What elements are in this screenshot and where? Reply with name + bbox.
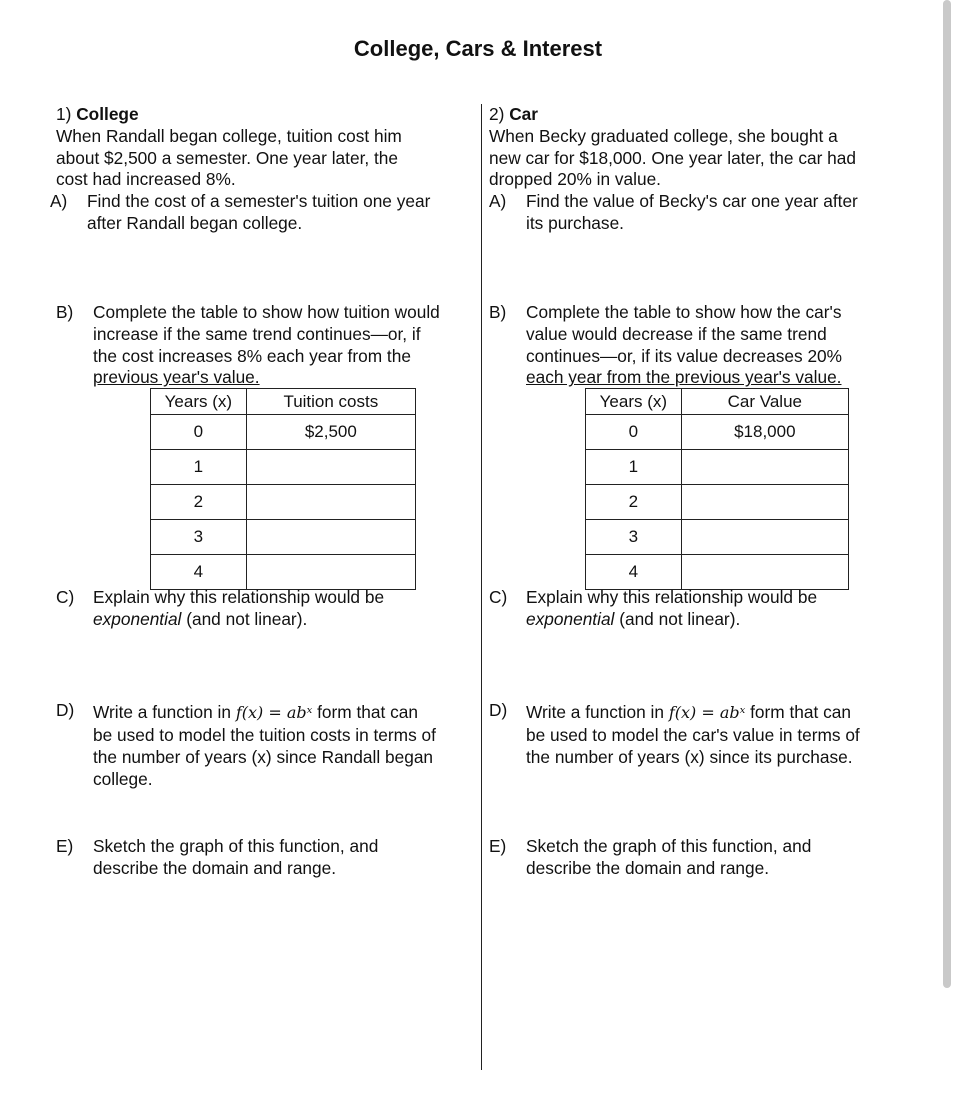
year-cell: 0: [586, 415, 682, 450]
question-line: be used to model the tuition costs in terms of: [93, 725, 436, 745]
car-value-cell[interactable]: [681, 555, 848, 590]
question-label: C): [489, 587, 508, 607]
question-line: value would decrease if the same trend: [526, 323, 827, 344]
table-row: [586, 485, 849, 520]
question-line: Explain why this relationship would be: [93, 587, 385, 607]
table-row: [151, 415, 416, 450]
question-line: (and not linear).: [614, 608, 741, 629]
question-label: A): [50, 191, 68, 211]
college-intro-line: When Randall began college, tuition cost him: [56, 125, 402, 146]
emphasis-exponential: exponential: [526, 608, 615, 629]
question-label: B): [489, 302, 507, 322]
question-line: the cost increases 8% each year from the: [93, 345, 411, 366]
tuition-cell: $2,500: [246, 415, 415, 450]
car-value-cell[interactable]: [681, 485, 848, 520]
table-row: [586, 415, 849, 450]
car-number: 2): [489, 104, 505, 124]
car-question-d: [489, 700, 929, 769]
question-line: continues—or, if its value decreases 20%: [526, 345, 843, 366]
table-row: [586, 520, 849, 555]
emphasis-exponential: exponential: [93, 608, 182, 629]
tuition-cell[interactable]: [246, 450, 415, 485]
question-label: D): [56, 700, 75, 720]
year-cell: 1: [151, 450, 247, 485]
question-line: Find the cost of a semester's tuition one year: [87, 191, 431, 211]
function-formula: f(x) = abˣ: [235, 703, 313, 722]
question-label: C): [56, 587, 75, 607]
function-formula: f(x) = abˣ: [668, 703, 746, 722]
question-line: each year from the previous year's value.: [526, 367, 842, 388]
worksheet-title: College, Cars & Interest: [353, 36, 603, 61]
question-line: after Randall began college.: [87, 212, 303, 233]
question-line: Write a function in: [93, 702, 236, 722]
question-line: describe the domain and range.: [526, 857, 770, 878]
question-line: increase if the same trend continues—or, if: [93, 323, 421, 344]
tuition-cell[interactable]: [246, 520, 415, 555]
question-line: previous year's value.: [93, 367, 260, 388]
car-intro-line: dropped 20% in value.: [489, 169, 661, 190]
question-line: (and not linear).: [181, 608, 308, 629]
car-value-cell[interactable]: [681, 520, 848, 555]
column-header-years: Years (x): [151, 389, 247, 415]
college-header: [56, 104, 476, 191]
question-line: the number of years (x) since Randall began: [93, 746, 434, 767]
column-header-tuition: Tuition costs: [246, 389, 415, 415]
college-question-e: [56, 836, 476, 880]
car-question-e: [489, 836, 929, 880]
year-cell: 3: [586, 520, 682, 555]
question-label: E): [489, 836, 507, 856]
question-line: Complete the table to show how tuition would: [93, 302, 440, 322]
question-line: form that can: [745, 702, 851, 722]
tuition-cell[interactable]: [246, 555, 415, 590]
column-header-car-value: Car Value: [681, 389, 848, 415]
college-intro-line: about $2,500 a semester. One year later, the: [56, 147, 399, 168]
college-intro-line: cost had increased 8%.: [56, 169, 236, 190]
scrollbar[interactable]: [943, 0, 951, 988]
question-line: Sketch the graph of this function, and: [93, 836, 379, 856]
question-label: D): [489, 700, 508, 720]
tuition-cell[interactable]: [246, 485, 415, 520]
question-line: Write a function in: [526, 702, 669, 722]
question-line: form that can: [312, 702, 418, 722]
question-label: B): [56, 302, 74, 322]
table-header-row: [151, 389, 416, 415]
question-line: its purchase.: [526, 212, 624, 233]
college-number: 1): [56, 104, 72, 124]
car-value-cell: $18,000: [681, 415, 848, 450]
tuition-table: [150, 388, 416, 590]
table-row: [151, 450, 416, 485]
year-cell: 4: [151, 555, 247, 590]
car-intro-line: new car for $18,000. One year later, the car had: [489, 147, 856, 168]
column-header-years: Years (x): [586, 389, 682, 415]
year-cell: 1: [586, 450, 682, 485]
year-cell: 2: [151, 485, 247, 520]
year-cell: 0: [151, 415, 247, 450]
college-question-d: [56, 700, 476, 790]
question-line: be used to model the car's value in terms of: [526, 725, 860, 745]
college-heading: College: [76, 104, 139, 124]
table-row: [586, 555, 849, 590]
year-cell: 2: [586, 485, 682, 520]
car-question-b: [489, 302, 929, 389]
college-question-a: [50, 191, 476, 235]
question-line: college.: [93, 768, 153, 789]
college-question-b: [56, 302, 476, 389]
car-intro-line: When Becky graduated college, she bought a: [489, 125, 838, 146]
year-cell: 4: [586, 555, 682, 590]
car-heading: Car: [509, 104, 539, 124]
college-question-c: [56, 587, 476, 631]
question-label: E): [56, 836, 74, 856]
table-row: [586, 450, 849, 485]
question-line: Explain why this relationship would be: [526, 587, 818, 607]
car-header: [489, 104, 929, 191]
question-line: Complete the table to show how the car's: [526, 302, 842, 322]
column-divider: [481, 104, 482, 1070]
car-value-cell[interactable]: [681, 450, 848, 485]
question-line: the number of years (x) since its purchase.: [526, 746, 853, 767]
year-cell: 3: [151, 520, 247, 555]
car-question-a: [489, 191, 929, 235]
question-line: describe the domain and range.: [93, 857, 337, 878]
table-row: [151, 485, 416, 520]
question-line: Sketch the graph of this function, and: [526, 836, 812, 856]
car-value-table: [585, 388, 849, 590]
table-header-row: [586, 389, 849, 415]
table-row: [151, 520, 416, 555]
table-row: [151, 555, 416, 590]
question-label: A): [489, 191, 507, 211]
car-question-c: [489, 587, 929, 631]
question-line: Find the value of Becky's car one year after: [526, 191, 858, 211]
